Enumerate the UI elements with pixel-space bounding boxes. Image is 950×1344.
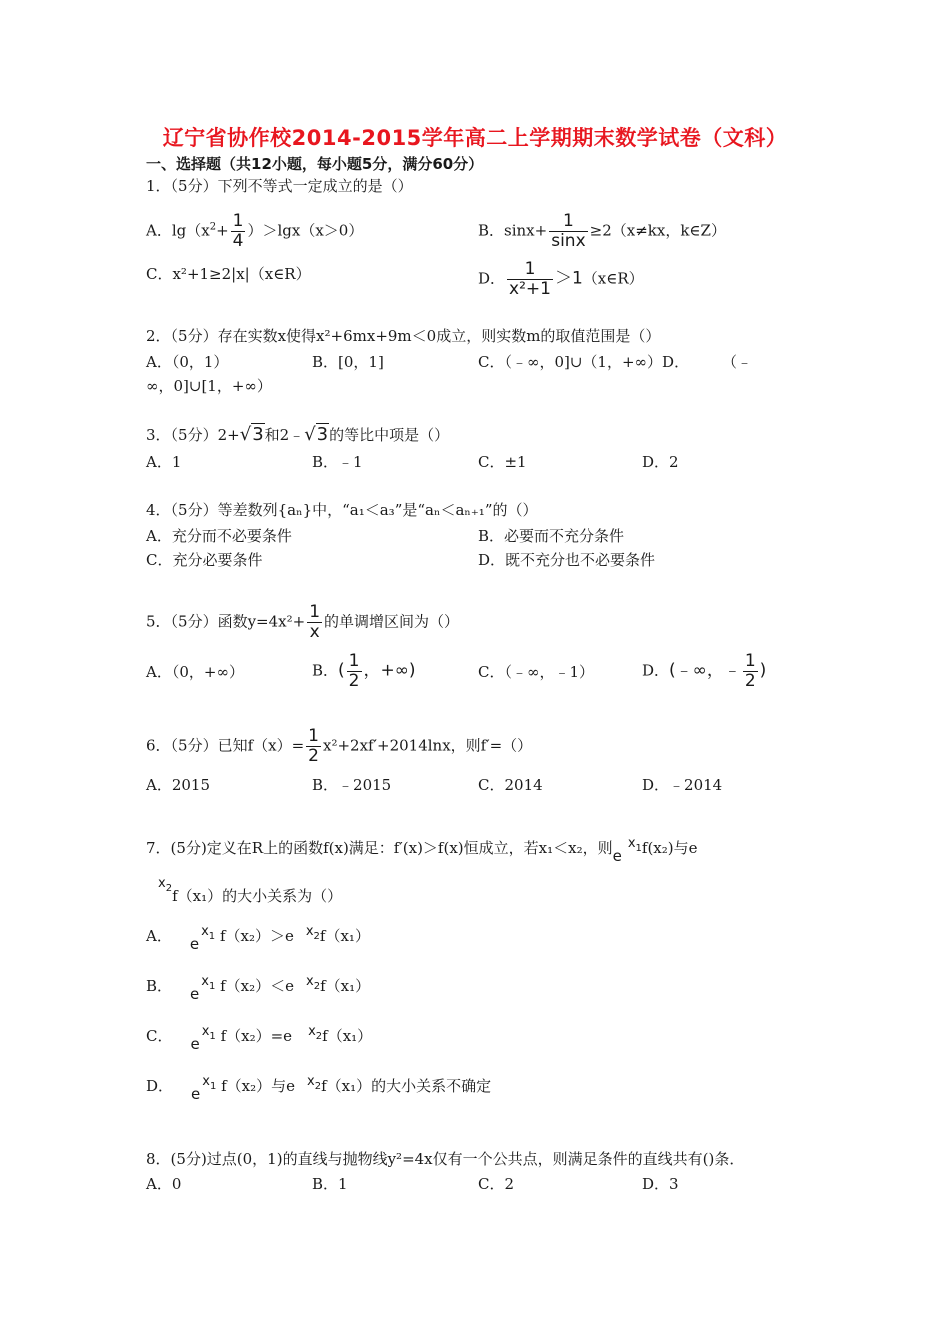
q1d-fraction bbox=[507, 260, 553, 299]
q5d-label: D． bbox=[642, 661, 670, 680]
question-8-option-c: C．2 bbox=[478, 1175, 515, 1193]
question-1-option-c: C．x²+1≥2|x|（x∈R） bbox=[146, 265, 311, 283]
q5b-label: B． bbox=[312, 661, 339, 680]
q5-fraction bbox=[307, 603, 322, 642]
question-6-stem bbox=[146, 727, 532, 766]
question-4-option-c: C．充分必要条件 bbox=[146, 551, 263, 569]
question-3-stem bbox=[146, 425, 449, 445]
q5b-open: ( bbox=[338, 660, 345, 681]
q6-numerator: 1 bbox=[308, 726, 319, 746]
section-heading: 一、选择题（共12小题，每小题5分，满分60分） bbox=[146, 155, 484, 173]
exponent-expression: ex1 bbox=[190, 974, 216, 1003]
question-2-option-d-start: （﹣ bbox=[722, 353, 753, 371]
q5d-denominator: 2 bbox=[744, 671, 756, 691]
q5b-suffix: ，+∞) bbox=[363, 660, 416, 681]
q1d-gt: ＞1 bbox=[554, 268, 583, 289]
q5d-open: (﹣∞，﹣ bbox=[669, 660, 741, 681]
question-6-option-b: B．﹣2015 bbox=[312, 776, 392, 794]
q7c-middle: f（x₂）=e bbox=[220, 1027, 293, 1045]
q7-stem-line-2-text: f（x₁）的大小关系为（） bbox=[172, 887, 343, 905]
exponent-expression: ex1 bbox=[612, 836, 642, 865]
question-3-option-a: A．1 bbox=[146, 453, 182, 471]
question-2-option-a: A．（0，1） bbox=[146, 353, 229, 371]
q6-fraction bbox=[306, 727, 321, 766]
question-2-stem: 2．（5分）存在实数x使得x²+6mx+9m＜0成立，则实数m的取值范围是（） bbox=[146, 327, 661, 345]
q5-suffix: 的单调增区间为（） bbox=[324, 612, 460, 631]
q7d-middle: f（x₂）与e bbox=[221, 1077, 296, 1095]
question-1-option-d bbox=[478, 260, 644, 299]
q1a-suffix: ）＞lgx（x＞0） bbox=[247, 221, 364, 240]
q7d-end: f（x₁）的大小关系不确定 bbox=[321, 1077, 492, 1095]
question-4-option-d: D．既不充分也不必要条件 bbox=[478, 551, 656, 569]
q7b-end: f（x₁） bbox=[320, 977, 371, 995]
q5d-numerator: 1 bbox=[744, 651, 756, 671]
exponent-expression: x2 bbox=[308, 1024, 323, 1042]
q7a-middle: f（x₂）＞e bbox=[219, 927, 294, 945]
q1d-suffix: （x∈R） bbox=[582, 269, 644, 288]
question-1-stem: 1．（5分）下列不等式一定成立的是（） bbox=[146, 177, 413, 195]
q1b-fraction bbox=[549, 212, 587, 251]
q1a-fraction bbox=[231, 212, 246, 251]
q1d-denominator: x²+1 bbox=[509, 279, 551, 299]
question-7-option-c bbox=[146, 1024, 373, 1053]
q3-radicand-2: 3 bbox=[316, 424, 329, 445]
question-8-stem: 8．(5分)过点(0，1)的直线与抛物线y²=4x仅有一个公共点，则满足条件的直线共有()条． bbox=[146, 1150, 745, 1168]
q6-suffix: x²+2xf′+2014lnx，则f′=（） bbox=[323, 736, 533, 755]
q7c-end: f（x₁） bbox=[322, 1027, 373, 1045]
question-5-stem bbox=[146, 603, 459, 642]
q1a-prefix: A．lg（x bbox=[146, 221, 210, 240]
question-2-option-d-end: ∞，0]∪[1，+∞） bbox=[146, 377, 272, 395]
question-4-stem: 4．（5分）等差数列{aₙ}中，“a₁＜a₃”是“aₙ＜aₙ₊₁”的（） bbox=[146, 501, 538, 519]
question-2-option-c: C．（﹣∞，0]∪（1，+∞）D． bbox=[478, 353, 690, 371]
question-6-option-c: C．2014 bbox=[478, 776, 543, 794]
question-4-option-b: B．必要而不充分条件 bbox=[478, 527, 625, 545]
q3-middle: 和2﹣ bbox=[264, 426, 305, 444]
question-8-option-b: B．1 bbox=[312, 1175, 348, 1193]
q5-numerator: 1 bbox=[309, 602, 321, 622]
q1d-numerator: 1 bbox=[507, 260, 553, 280]
sqrt-icon: √3 bbox=[239, 424, 264, 445]
question-3-option-c: C．±1 bbox=[478, 453, 527, 471]
q7b-label: B． bbox=[146, 977, 173, 995]
q7c-label: C． bbox=[146, 1027, 173, 1045]
q1b-suffix: ≥2（x≠kx，k∈Z） bbox=[589, 221, 726, 240]
question-5-option-d bbox=[642, 652, 766, 691]
q7-stem-start: 7．(5分)定义在R上的函数f(x)满足：f′(x)＞f(x)恒成立，若x₁＜x₂，则 bbox=[146, 839, 613, 857]
question-3-option-d: D．2 bbox=[642, 453, 679, 471]
question-2-option-b: B．[0，1] bbox=[312, 353, 384, 371]
question-5-option-a: A．（0，+∞） bbox=[146, 663, 244, 681]
q5d-close: ) bbox=[759, 660, 767, 681]
q7a-end: f（x₁） bbox=[319, 927, 370, 945]
q1b-numerator: 1 bbox=[549, 212, 587, 232]
q5b-fraction bbox=[347, 652, 362, 691]
exponent-expression: ex1 bbox=[190, 1024, 216, 1053]
q1b-denominator: sinx bbox=[551, 231, 586, 251]
q3-suffix: 的等比中项是（） bbox=[329, 426, 450, 444]
question-7-option-d bbox=[146, 1074, 492, 1103]
q1b-prefix: B．sinx+ bbox=[478, 221, 548, 240]
question-5-option-b bbox=[312, 652, 416, 691]
q5d-fraction bbox=[743, 652, 758, 691]
exponent-expression: ex1 bbox=[191, 1074, 217, 1103]
question-7-stem-line-2 bbox=[146, 876, 343, 909]
q3-prefix: 3．（5分）2+ bbox=[146, 426, 240, 444]
question-8-option-d: D．3 bbox=[642, 1175, 679, 1193]
question-3-option-b: B．﹣1 bbox=[312, 453, 363, 471]
question-4-option-a: A．充分而不必要条件 bbox=[146, 527, 292, 545]
q7a-label: A． bbox=[146, 927, 172, 945]
q6-prefix: 6．（5分）已知f（x）= bbox=[146, 736, 305, 755]
question-6-option-a: A．2015 bbox=[146, 776, 211, 794]
sqrt-icon: √3 bbox=[304, 424, 329, 445]
exam-title: 辽宁省协作校2014-2015学年高二上学期期末数学试卷（文科） bbox=[162, 126, 788, 150]
q5-prefix: 5．（5分）函数y=4x²+ bbox=[146, 612, 306, 631]
q3-radicand-1: 3 bbox=[252, 424, 264, 445]
question-8-option-a: A．0 bbox=[146, 1175, 182, 1193]
question-6-option-d: D．﹣2014 bbox=[642, 776, 723, 794]
question-7-option-a bbox=[146, 924, 370, 953]
exponent-expression: x2 bbox=[305, 924, 320, 942]
question-5-option-c: C．（﹣∞，﹣1） bbox=[478, 663, 595, 681]
exponent-expression: x2 bbox=[307, 1074, 322, 1092]
q1a-plus: + bbox=[216, 221, 229, 240]
exponent-expression: x2 bbox=[306, 974, 321, 992]
q7b-middle: f（x₂）＜e bbox=[220, 977, 295, 995]
q6-denominator: 2 bbox=[308, 746, 319, 766]
q5-denominator: x bbox=[309, 622, 320, 642]
question-1-option-a: A．$\lg(x^2+$ $\frac{1}{4}$ ）＞lgx（x＞0） bbox=[146, 211, 364, 251]
q7-stem-tail: f(x₂)与e bbox=[641, 839, 698, 857]
q1a-numerator: 1 bbox=[232, 211, 244, 231]
question-7-option-b bbox=[146, 974, 371, 1003]
q1a-denominator: 4 bbox=[232, 231, 244, 251]
q7d-label: D． bbox=[146, 1077, 174, 1095]
exponent-expression: x2 bbox=[158, 876, 173, 894]
exponent-expression: ex1 bbox=[189, 924, 216, 953]
question-7-stem-line-1 bbox=[146, 836, 698, 865]
q5b-numerator: 1 bbox=[348, 651, 360, 671]
q1d-prefix: D． bbox=[478, 269, 506, 288]
q5b-denominator: 2 bbox=[348, 671, 360, 691]
question-1-option-b bbox=[478, 212, 726, 251]
